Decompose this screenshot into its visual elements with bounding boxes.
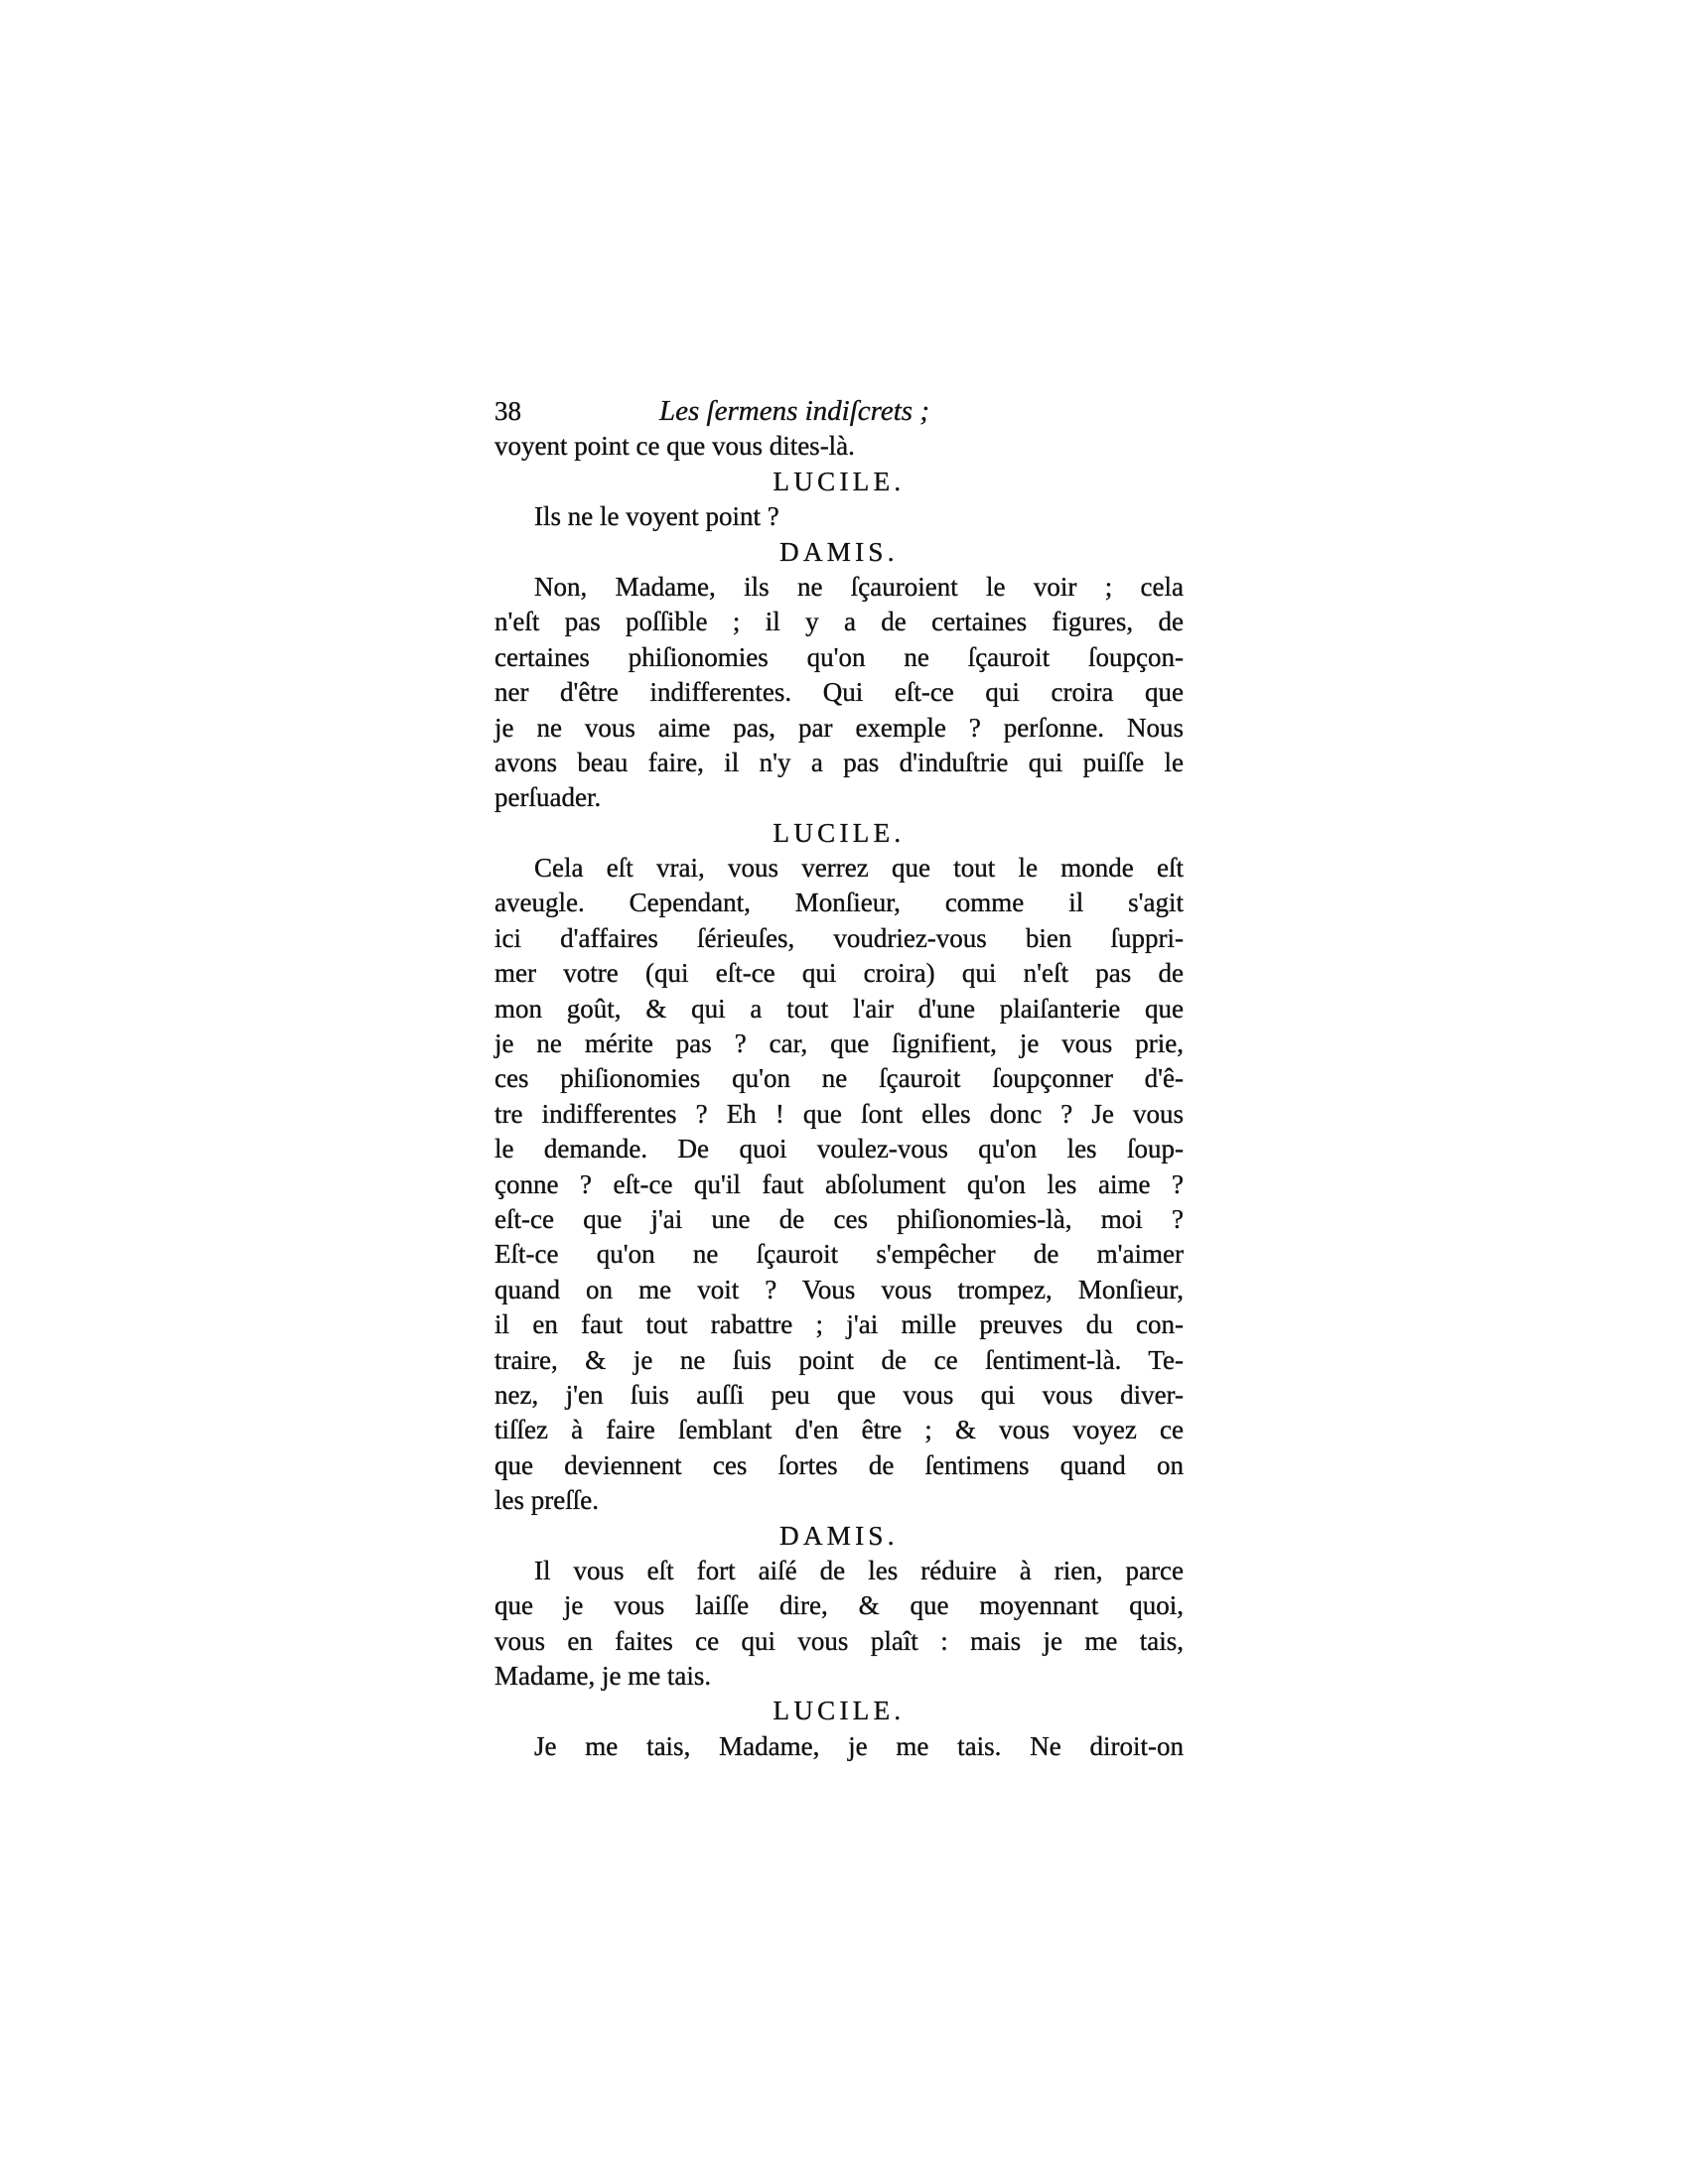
running-head — [494, 394, 1184, 429]
text-line: nez, j'en ſuis auſſi peu que vous qui vous diver- — [494, 1379, 1184, 1410]
speaker-name: LUCILE. — [773, 466, 906, 496]
text-line: que deviennent ces ſortes de ſentimens quand on — [494, 1449, 1184, 1480]
speaker-name: LUCILE. — [773, 1696, 906, 1726]
text-line: le demande. De quoi voulez-vous qu'on les ſoup- — [494, 1134, 1184, 1164]
text-line: mer votre (qui eſt-ce qui croira) qui n'eſt pas de — [494, 958, 1184, 989]
text-line: avons beau faire, il n'y a pas d'induſtrie qui puiſſe le — [494, 747, 1184, 777]
text-line: traire, & je ne ſuis point de ce ſentiment-là. Te- — [494, 1344, 1184, 1375]
text-line: Non, Madame, ils ne ſçauroient le voir ; cela — [534, 571, 1184, 602]
text-line: Madame, je me tais. — [494, 1661, 712, 1692]
text-line: les preſſe. — [494, 1485, 599, 1516]
text-line: je ne mérite pas ? car, que ſignifient, je vous prie, — [494, 1028, 1184, 1059]
text-line: voyent point ce que vous dites-là. — [494, 431, 855, 462]
book-page — [494, 394, 1184, 1764]
text-line: ici d'affaires ſérieuſes, voudriez-vous bien ſuppri- — [494, 922, 1184, 953]
speaker-name: DAMIS. — [779, 1520, 899, 1551]
text-line: tiſſez à faire ſemblant d'en être ; & vous voyez ce — [494, 1415, 1184, 1445]
speech-paragraph — [494, 1554, 1184, 1695]
text-line: eſt-ce que j'ai une de ces phiſionomies-là, moi ? — [494, 1203, 1184, 1234]
text-line: Je me tais, Madame, je me tais. Ne diroit-on — [534, 1730, 1184, 1761]
page-number: 38 — [494, 396, 521, 426]
text-line: certaines phiſionomies qu'on ne ſçauroit ſoupçon- — [494, 641, 1184, 672]
running-title: Les ſermens indiſcrets ; — [659, 395, 929, 427]
text-line: ner d'être indifferentes. Qui eſt-ce qui croira que — [494, 677, 1184, 708]
text-line: perſuader. — [494, 782, 602, 813]
speech-paragraph — [494, 570, 1184, 816]
text-line: mon goût, & qui a tout l'air d'une plaiſanterie que — [494, 993, 1184, 1024]
speaker-name: LUCILE. — [773, 817, 906, 848]
text-line: tre indifferentes ? Eh ! que ſont elles donc ? Je vous — [494, 1098, 1184, 1129]
text-line: Ils ne le voyent point ? — [534, 501, 779, 532]
text-line: quand on me voit ? Vous vous trompez, Monſieur, — [494, 1274, 1184, 1304]
text-line: Il vous eſt fort aiſé de les réduire à rien, parce — [534, 1555, 1184, 1585]
text-line: Eſt-ce qu'on ne ſçauroit s'empêcher de m'aimer — [494, 1239, 1184, 1270]
text-line: il en faut tout rabattre ; j'ai mille preuves du con- — [494, 1309, 1184, 1340]
text-line: n'eſt pas poſſible ; il y a de certaines figures, de — [494, 607, 1184, 637]
speech-paragraph — [494, 429, 1184, 464]
speech-paragraph — [494, 1729, 1184, 1764]
text-line: que je vous laiſſe dire, & que moyennant quoi, — [494, 1590, 1184, 1621]
text-line: vous en faites ce qui vous plaît : mais je me tais, — [494, 1625, 1184, 1656]
speaker-name: DAMIS. — [779, 536, 899, 567]
text-line: aveugle. Cependant, Monſieur, comme il s'agit — [494, 887, 1184, 918]
text-line: çonne ? eſt-ce qu'il faut abſolument qu'on les aime ? — [494, 1168, 1184, 1199]
text-line: je ne vous aime pas, par exemple ? perſonne. Nous — [494, 712, 1184, 743]
play-text — [494, 429, 1184, 1764]
text-line: ces phiſionomies qu'on ne ſçauroit ſoupçonner d'ê- — [494, 1063, 1184, 1094]
speech-paragraph — [494, 851, 1184, 1518]
text-line: Cela eſt vrai, vous verrez que tout le monde eſt — [534, 853, 1184, 884]
speech-paragraph — [494, 499, 1184, 534]
